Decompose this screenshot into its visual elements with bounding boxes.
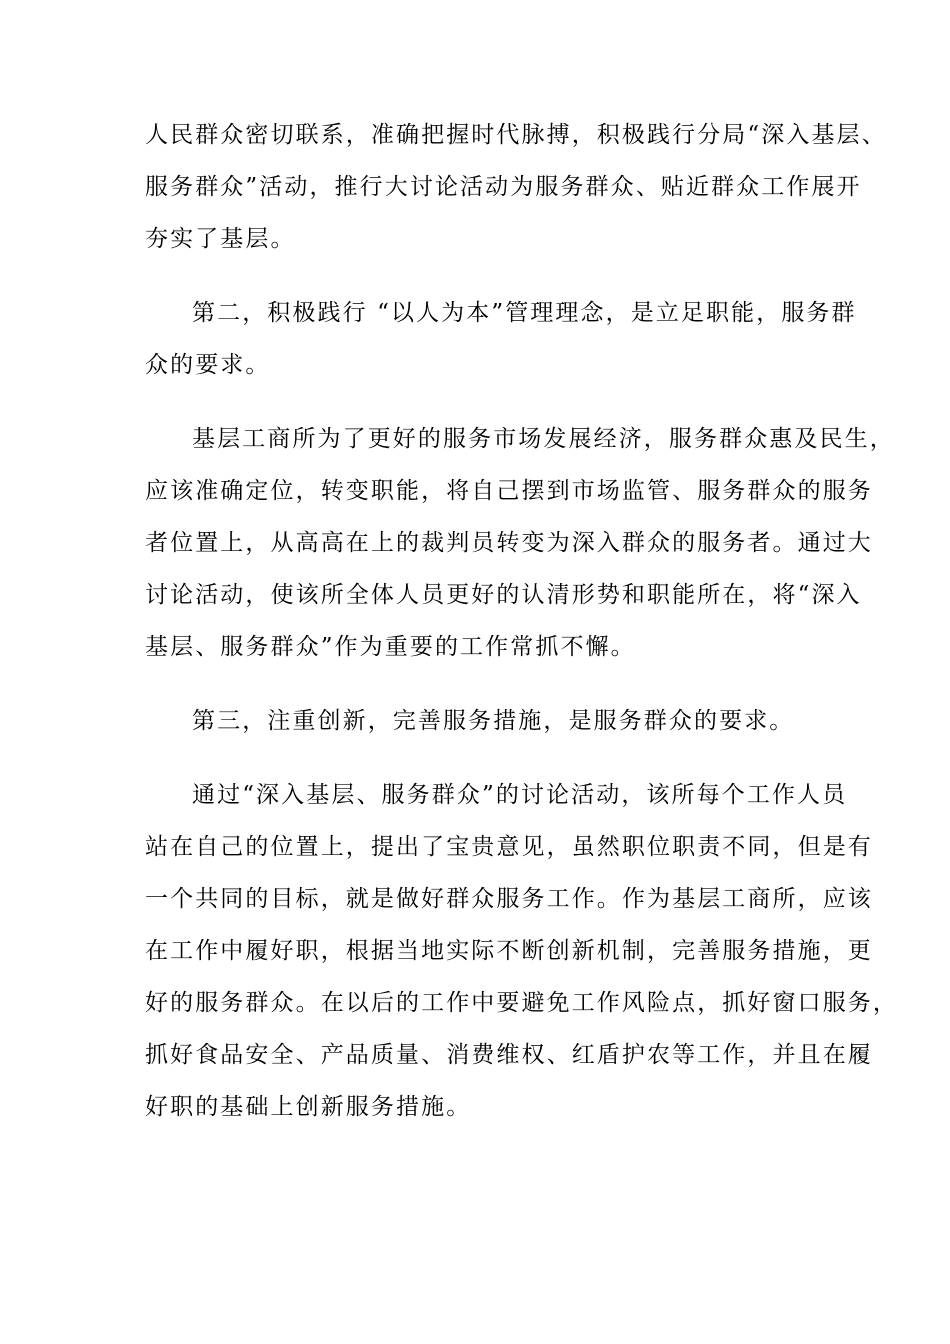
text-line: 第三，注重创新，完善服务措施，是服务群众的要求。 xyxy=(192,708,795,734)
text-line: 众的要求。 xyxy=(145,352,271,378)
text-line: 者位置上，从高高在上的裁判员转变为深入群众的服务者。通过大 xyxy=(145,530,873,556)
text-line: 好职的基础上创新服务措施。 xyxy=(145,1094,472,1120)
text-line: 一个共同的目标，就是做好群众服务工作。作为基层工商所，应该 xyxy=(145,886,873,912)
text-line: 在工作中履好职，根据当地实际不断创新机制，完善服务措施，更 xyxy=(145,938,873,964)
text-line: 第二，积极践行 “以人为本”管理理念，是立足职能，服务群 xyxy=(192,300,857,326)
paragraph-gap xyxy=(145,274,805,296)
text-line: 基层、服务群众”作为重要的工作常抓不懈。 xyxy=(145,634,636,660)
text-line: 抓好食品安全、产品质量、消费维权、红盾护农等工作，并且在履 xyxy=(145,1042,873,1068)
paragraph-4 xyxy=(145,704,805,756)
paragraph-2 xyxy=(145,296,857,400)
text-line: 好的服务群众。在以后的工作中要避免工作风险点，抓好窗口服务， xyxy=(145,990,898,1016)
text-line: 通过“深入基层、服务群众”的讨论活动，该所每个工作人员 xyxy=(192,782,848,808)
paragraph-5 xyxy=(145,778,898,1142)
paragraph-gap xyxy=(145,682,805,704)
paragraph-gap xyxy=(145,400,805,422)
document-page xyxy=(145,118,898,1142)
text-line: 讨论活动，使该所全体人员更好的认清形势和职能所在，将“深入 xyxy=(145,582,862,608)
paragraph-1 xyxy=(145,118,887,274)
text-line: 应该准确定位，转变职能，将自己摆到市场监管、服务群众的服务 xyxy=(145,478,873,504)
text-line: 夯实了基层。 xyxy=(145,226,296,252)
text-line: 服务群众”活动，推行大讨论活动为服务群众、贴近群众工作展开 xyxy=(145,174,862,200)
paragraph-gap xyxy=(145,756,805,778)
text-line: 人民群众密切联系，准确把握时代脉搏，积极践行分局“深入基层、 xyxy=(145,122,887,148)
text-line: 基层工商所为了更好的服务市场发展经济，服务群众惠及民生， xyxy=(192,426,895,452)
paragraph-3 xyxy=(145,422,895,682)
text-line: 站在自己的位置上，提出了宝贵意见，虽然职位职责不同，但是有 xyxy=(145,834,873,860)
